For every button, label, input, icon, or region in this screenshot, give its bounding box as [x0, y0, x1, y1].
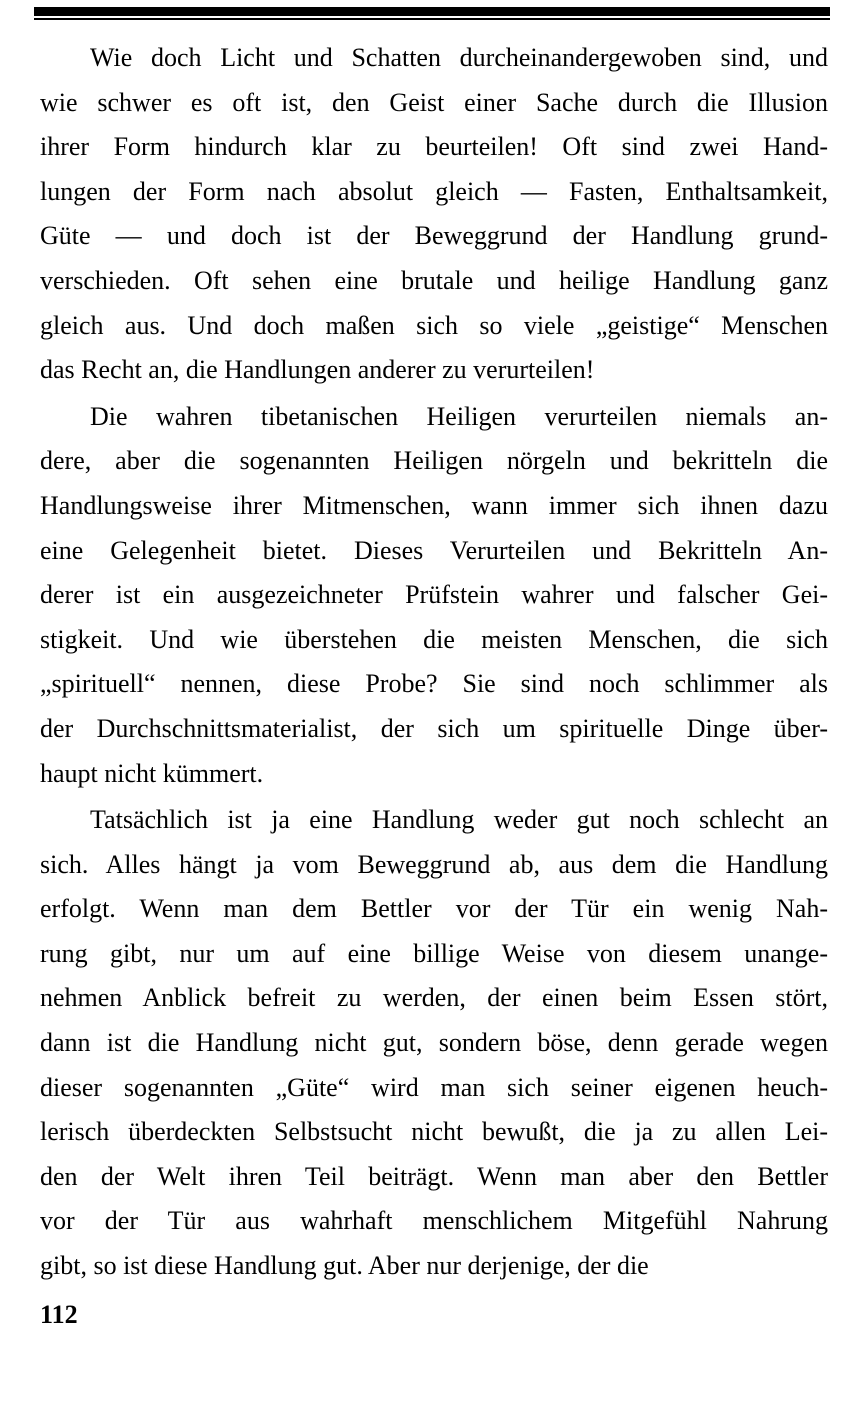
- text-line: derer ist ein ausgezeichneter Prüfstein wahrer und falscher Gei-: [40, 580, 828, 610]
- text-line: verschieden. Oft sehen eine brutale und heilige Handlung ganz: [40, 265, 828, 295]
- text-line: wie schwer es oft ist, den Geist einer Sache durch die Illusion: [40, 87, 828, 117]
- text-line: stigkeit. Und wie überstehen die meisten Menschen, die sich: [40, 624, 828, 654]
- text-line: Wie doch Licht und Schatten durcheinandergewoben sind, und: [90, 43, 828, 72]
- paragraph: [40, 36, 828, 393]
- text-line: dann ist die Handlung nicht gut, sondern böse, denn gerade wegen: [40, 1028, 828, 1058]
- text-line: Handlungsweise ihrer Mitmenschen, wann immer sich ihnen dazu: [40, 490, 828, 520]
- text-line: dieser sogenannten „Güte“ wird man sich seiner eigenen heuch-: [40, 1072, 828, 1102]
- text-line: lungen der Form nach absolut gleich — Fasten, Enthaltsamkeit,: [40, 176, 828, 206]
- text-line: den der Welt ihren Teil beiträgt. Wenn man aber den Bettler: [40, 1161, 828, 1191]
- text-line: vor der Tür aus wahrhaft menschlichem Mitgefühl Nahrung: [40, 1206, 828, 1236]
- text-line: das Recht an, die Handlungen anderer zu verurteilen!: [40, 355, 595, 385]
- text-line: gleich aus. Und doch maßen sich so viele „geistige“ Menschen: [40, 310, 828, 340]
- text-line: eine Gelegenheit bietet. Dieses Verurteilen und Bekritteln An-: [40, 535, 828, 565]
- text-line: Güte — und doch ist der Beweggrund der Handlung grund-: [40, 221, 828, 251]
- text-line: gibt, so ist diese Handlung gut. Aber nur derjenige, der die: [40, 1251, 649, 1281]
- paragraph: [40, 798, 828, 1289]
- paragraph: [40, 395, 828, 796]
- text-line: Tatsächlich ist ja eine Handlung weder gut noch schlecht an: [90, 805, 828, 835]
- text-line: dere, aber die sogenannten Heiligen nörgeln und bekritteln die: [40, 446, 828, 476]
- text-line: der Durchschnittsmaterialist, der sich um spirituelle Dinge über-: [40, 713, 828, 743]
- header-rule-thick: [34, 7, 830, 16]
- header-rule-thin: [34, 18, 830, 20]
- body-text: [40, 36, 828, 1291]
- text-line: erfolgt. Wenn man dem Bettler vor der Tür ein wenig Nah-: [40, 894, 828, 924]
- text-line: „spirituell“ nennen, diese Probe? Sie sind noch schlimmer als: [40, 669, 828, 699]
- text-line: rung gibt, nur um auf eine billige Weise von diesem unange-: [40, 938, 828, 968]
- page-number: 112: [40, 1300, 78, 1329]
- text-line: lerisch überdeckten Selbstsucht nicht bewußt, die ja zu allen Lei-: [40, 1117, 828, 1147]
- text-line: haupt nicht kümmert.: [40, 758, 264, 788]
- text-line: ihrer Form hindurch klar zu beurteilen! Oft sind zwei Hand-: [40, 132, 828, 162]
- text-line: Die wahren tibetanischen Heiligen verurteilen niemals an-: [90, 401, 828, 431]
- text-line: sich. Alles hängt ja vom Beweggrund ab, aus dem die Handlung: [40, 849, 828, 879]
- text-line: nehmen Anblick befreit zu werden, der einen beim Essen stört,: [40, 983, 828, 1013]
